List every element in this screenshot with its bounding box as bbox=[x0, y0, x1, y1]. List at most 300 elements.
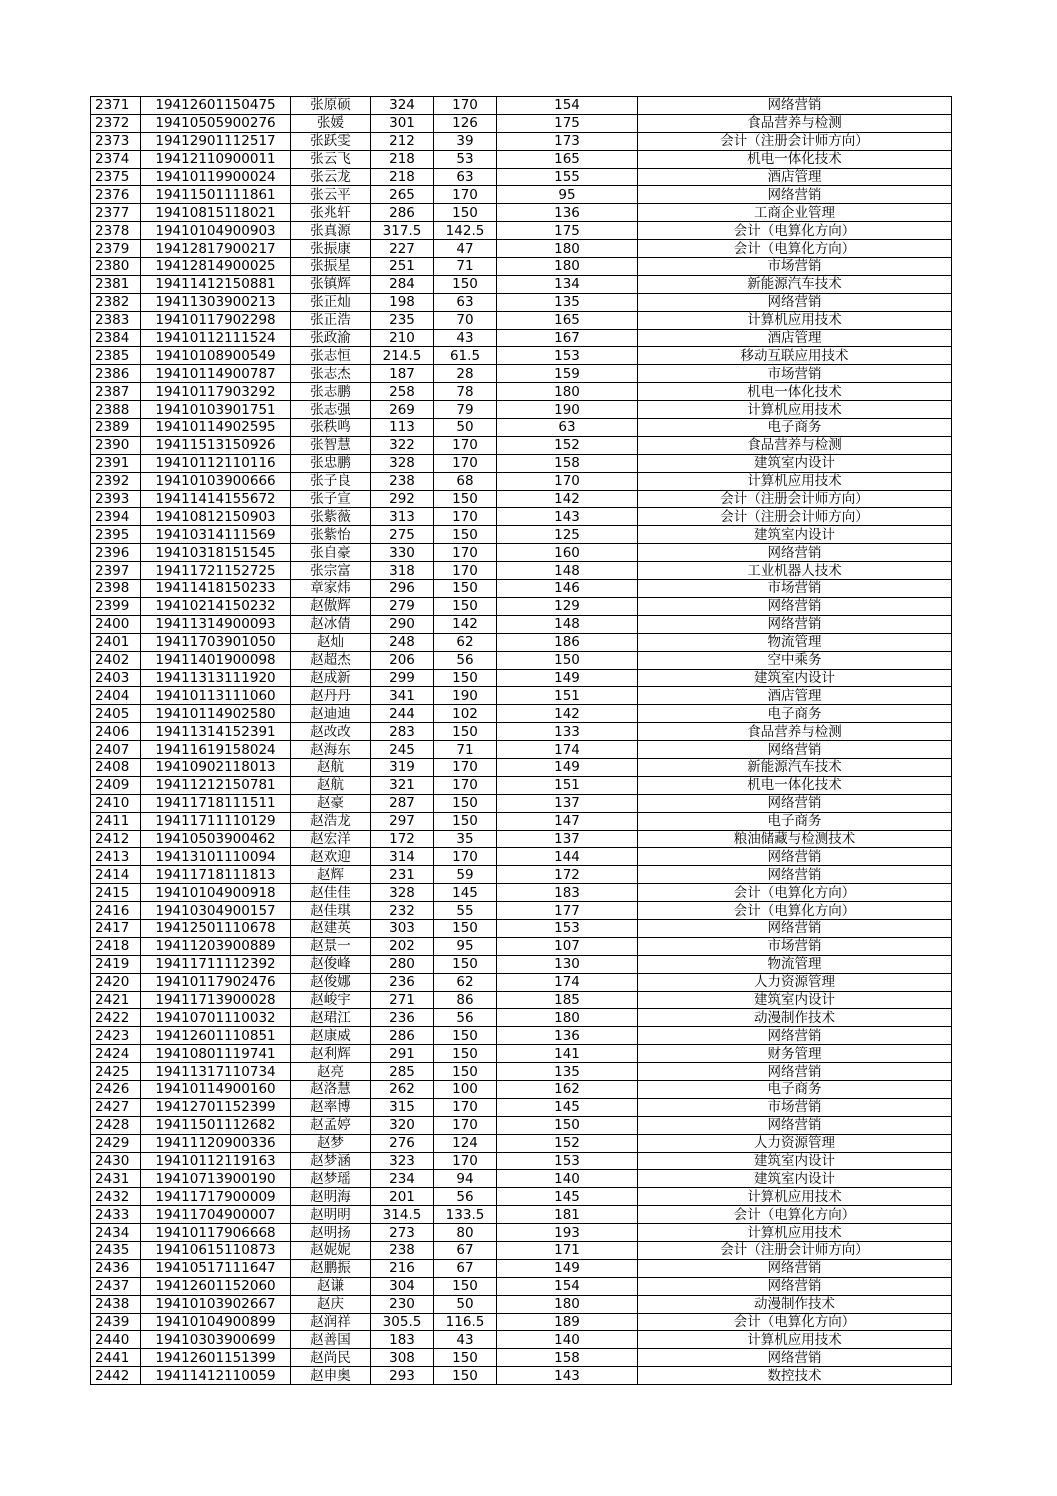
score-a-cell: 150 bbox=[434, 919, 497, 937]
table-row bbox=[91, 293, 952, 311]
total-score-cell: 251 bbox=[371, 258, 434, 276]
total-score-cell: 276 bbox=[371, 1134, 434, 1152]
student-name-cell: 赵申奥 bbox=[291, 1367, 371, 1385]
score-b-cell: 180 bbox=[497, 383, 638, 401]
score-a-cell: 170 bbox=[434, 848, 497, 866]
table-row bbox=[91, 150, 952, 168]
total-score-cell: 187 bbox=[371, 365, 434, 383]
total-score-cell: 262 bbox=[371, 1080, 434, 1098]
table-row bbox=[91, 1224, 952, 1242]
exam-id-cell: 19412817900217 bbox=[141, 240, 291, 258]
score-a-cell: 80 bbox=[434, 1224, 497, 1242]
student-name-cell: 张智慧 bbox=[291, 436, 371, 454]
score-b-cell: 149 bbox=[497, 669, 638, 687]
row-index-cell: 2431 bbox=[91, 1170, 141, 1188]
row-index-cell: 2382 bbox=[91, 293, 141, 311]
score-b-cell: 159 bbox=[497, 365, 638, 383]
score-b-cell: 180 bbox=[497, 258, 638, 276]
score-a-cell: 78 bbox=[434, 383, 497, 401]
exam-id-cell: 19410112119163 bbox=[141, 1152, 291, 1170]
row-index-cell: 2380 bbox=[91, 258, 141, 276]
score-b-cell: 135 bbox=[497, 1063, 638, 1081]
score-b-cell: 137 bbox=[497, 794, 638, 812]
major-cell: 工业机器人技术 bbox=[638, 562, 952, 580]
exam-id-cell: 19410812150903 bbox=[141, 508, 291, 526]
major-cell: 会计（注册会计师方向） bbox=[638, 508, 952, 526]
table-row bbox=[91, 615, 952, 633]
major-cell: 电子商务 bbox=[638, 705, 952, 723]
score-a-cell: 95 bbox=[434, 937, 497, 955]
major-cell: 计算机应用技术 bbox=[638, 401, 952, 419]
student-name-cell: 赵宏洋 bbox=[291, 830, 371, 848]
score-a-cell: 56 bbox=[434, 651, 497, 669]
score-b-cell: 173 bbox=[497, 132, 638, 150]
major-cell: 机电一体化技术 bbox=[638, 150, 952, 168]
table-row bbox=[91, 401, 952, 419]
student-name-cell: 张政渝 bbox=[291, 329, 371, 347]
major-cell: 网络营销 bbox=[638, 615, 952, 633]
row-index-cell: 2442 bbox=[91, 1367, 141, 1385]
exam-id-cell: 19411418150233 bbox=[141, 580, 291, 598]
exam-id-cell: 19412501110678 bbox=[141, 919, 291, 937]
exam-id-cell: 19411313111920 bbox=[141, 669, 291, 687]
student-name-cell: 赵成新 bbox=[291, 669, 371, 687]
student-name-cell: 张云龙 bbox=[291, 168, 371, 186]
score-a-cell: 124 bbox=[434, 1134, 497, 1152]
score-a-cell: 170 bbox=[434, 544, 497, 562]
score-a-cell: 150 bbox=[434, 1045, 497, 1063]
score-b-cell: 158 bbox=[497, 454, 638, 472]
score-a-cell: 150 bbox=[434, 597, 497, 615]
student-name-cell: 赵梦涵 bbox=[291, 1152, 371, 1170]
score-a-cell: 50 bbox=[434, 1295, 497, 1313]
score-a-cell: 71 bbox=[434, 741, 497, 759]
total-score-cell: 212 bbox=[371, 132, 434, 150]
major-cell: 酒店管理 bbox=[638, 687, 952, 705]
table-row bbox=[91, 526, 952, 544]
row-index-cell: 2400 bbox=[91, 615, 141, 633]
row-index-cell: 2425 bbox=[91, 1063, 141, 1081]
row-index-cell: 2397 bbox=[91, 562, 141, 580]
score-a-cell: 170 bbox=[434, 1098, 497, 1116]
row-index-cell: 2441 bbox=[91, 1349, 141, 1367]
major-cell: 物流管理 bbox=[638, 955, 952, 973]
score-b-cell: 151 bbox=[497, 776, 638, 794]
table-row bbox=[91, 991, 952, 1009]
score-b-cell: 175 bbox=[497, 114, 638, 132]
score-b-cell: 170 bbox=[497, 472, 638, 490]
student-name-cell: 赵俊峰 bbox=[291, 955, 371, 973]
score-a-cell: 170 bbox=[434, 758, 497, 776]
score-a-cell: 67 bbox=[434, 1242, 497, 1260]
total-score-cell: 236 bbox=[371, 1009, 434, 1027]
student-name-cell: 赵谦 bbox=[291, 1277, 371, 1295]
table-row bbox=[91, 1152, 952, 1170]
total-score-cell: 317.5 bbox=[371, 222, 434, 240]
table-row bbox=[91, 1027, 952, 1045]
exam-id-cell: 19411314152391 bbox=[141, 723, 291, 741]
total-score-cell: 318 bbox=[371, 562, 434, 580]
student-name-cell: 赵傲辉 bbox=[291, 597, 371, 615]
major-cell: 网络营销 bbox=[638, 544, 952, 562]
score-a-cell: 68 bbox=[434, 472, 497, 490]
exam-id-cell: 19410214150232 bbox=[141, 597, 291, 615]
exam-id-cell: 19410112110116 bbox=[141, 454, 291, 472]
row-index-cell: 2393 bbox=[91, 490, 141, 508]
row-index-cell: 2402 bbox=[91, 651, 141, 669]
score-b-cell: 186 bbox=[497, 633, 638, 651]
score-a-cell: 150 bbox=[434, 955, 497, 973]
student-name-cell: 赵亮 bbox=[291, 1063, 371, 1081]
exam-id-cell: 19410505900276 bbox=[141, 114, 291, 132]
total-score-cell: 275 bbox=[371, 526, 434, 544]
row-index-cell: 2390 bbox=[91, 436, 141, 454]
major-cell: 网络营销 bbox=[638, 186, 952, 204]
student-name-cell: 赵海东 bbox=[291, 741, 371, 759]
student-name-cell: 张子良 bbox=[291, 472, 371, 490]
total-score-cell: 248 bbox=[371, 633, 434, 651]
total-score-cell: 238 bbox=[371, 472, 434, 490]
student-name-cell: 赵洛慧 bbox=[291, 1080, 371, 1098]
row-index-cell: 2423 bbox=[91, 1027, 141, 1045]
row-index-cell: 2389 bbox=[91, 419, 141, 437]
total-score-cell: 341 bbox=[371, 687, 434, 705]
score-a-cell: 170 bbox=[434, 1152, 497, 1170]
major-cell: 网络营销 bbox=[638, 848, 952, 866]
student-name-cell: 张原硕 bbox=[291, 97, 371, 115]
table-row bbox=[91, 1188, 952, 1206]
exam-id-cell: 19412601110851 bbox=[141, 1027, 291, 1045]
student-name-cell: 张振康 bbox=[291, 240, 371, 258]
major-cell: 计算机应用技术 bbox=[638, 311, 952, 329]
student-name-cell: 赵迪迪 bbox=[291, 705, 371, 723]
table-row bbox=[91, 902, 952, 920]
total-score-cell: 183 bbox=[371, 1331, 434, 1349]
score-a-cell: 62 bbox=[434, 973, 497, 991]
score-b-cell: 134 bbox=[497, 275, 638, 293]
score-a-cell: 47 bbox=[434, 240, 497, 258]
total-score-cell: 296 bbox=[371, 580, 434, 598]
score-b-cell: 151 bbox=[497, 687, 638, 705]
exam-id-cell: 19410104900918 bbox=[141, 884, 291, 902]
student-name-cell: 张紫薇 bbox=[291, 508, 371, 526]
student-name-cell: 赵航 bbox=[291, 758, 371, 776]
total-score-cell: 244 bbox=[371, 705, 434, 723]
major-cell: 市场营销 bbox=[638, 365, 952, 383]
exam-id-cell: 19410114900160 bbox=[141, 1080, 291, 1098]
exam-id-cell: 19412814900025 bbox=[141, 258, 291, 276]
total-score-cell: 330 bbox=[371, 544, 434, 562]
total-score-cell: 218 bbox=[371, 150, 434, 168]
table-body bbox=[91, 97, 952, 1385]
exam-id-cell: 19410114900787 bbox=[141, 365, 291, 383]
row-index-cell: 2391 bbox=[91, 454, 141, 472]
table-row bbox=[91, 472, 952, 490]
student-name-cell: 赵超杰 bbox=[291, 651, 371, 669]
score-b-cell: 189 bbox=[497, 1313, 638, 1331]
total-score-cell: 236 bbox=[371, 973, 434, 991]
table-row bbox=[91, 1367, 952, 1385]
student-name-cell: 张志杰 bbox=[291, 365, 371, 383]
score-b-cell: 140 bbox=[497, 1170, 638, 1188]
score-b-cell: 129 bbox=[497, 597, 638, 615]
total-score-cell: 283 bbox=[371, 723, 434, 741]
student-name-cell: 张媛 bbox=[291, 114, 371, 132]
total-score-cell: 279 bbox=[371, 597, 434, 615]
student-name-cell: 赵润祥 bbox=[291, 1313, 371, 1331]
student-name-cell: 赵航 bbox=[291, 776, 371, 794]
score-table bbox=[90, 96, 952, 1385]
score-a-cell: 56 bbox=[434, 1009, 497, 1027]
major-cell: 计算机应用技术 bbox=[638, 1188, 952, 1206]
major-cell: 会计（电算化方向） bbox=[638, 222, 952, 240]
total-score-cell: 308 bbox=[371, 1349, 434, 1367]
score-a-cell: 133.5 bbox=[434, 1206, 497, 1224]
exam-id-cell: 19410303900699 bbox=[141, 1331, 291, 1349]
total-score-cell: 218 bbox=[371, 168, 434, 186]
score-a-cell: 142 bbox=[434, 615, 497, 633]
major-cell: 网络营销 bbox=[638, 919, 952, 937]
row-index-cell: 2383 bbox=[91, 311, 141, 329]
score-b-cell: 125 bbox=[497, 526, 638, 544]
score-a-cell: 70 bbox=[434, 311, 497, 329]
row-index-cell: 2409 bbox=[91, 776, 141, 794]
score-b-cell: 180 bbox=[497, 1009, 638, 1027]
exam-id-cell: 19410713900190 bbox=[141, 1170, 291, 1188]
exam-id-cell: 19410902118013 bbox=[141, 758, 291, 776]
table-row bbox=[91, 651, 952, 669]
score-b-cell: 160 bbox=[497, 544, 638, 562]
row-index-cell: 2438 bbox=[91, 1295, 141, 1313]
table-row bbox=[91, 1134, 952, 1152]
score-a-cell: 59 bbox=[434, 866, 497, 884]
table-row bbox=[91, 955, 952, 973]
score-b-cell: 147 bbox=[497, 812, 638, 830]
row-index-cell: 2433 bbox=[91, 1206, 141, 1224]
student-name-cell: 张子宣 bbox=[291, 490, 371, 508]
table-row bbox=[91, 597, 952, 615]
exam-id-cell: 19410117903292 bbox=[141, 383, 291, 401]
total-score-cell: 284 bbox=[371, 275, 434, 293]
exam-id-cell: 19411703901050 bbox=[141, 633, 291, 651]
row-index-cell: 2407 bbox=[91, 741, 141, 759]
total-score-cell: 290 bbox=[371, 615, 434, 633]
table-row bbox=[91, 436, 952, 454]
table-row bbox=[91, 383, 952, 401]
total-score-cell: 292 bbox=[371, 490, 434, 508]
row-index-cell: 2415 bbox=[91, 884, 141, 902]
student-name-cell: 赵俊娜 bbox=[291, 973, 371, 991]
total-score-cell: 238 bbox=[371, 1242, 434, 1260]
student-name-cell: 赵庆 bbox=[291, 1295, 371, 1313]
exam-id-cell: 19412601150475 bbox=[141, 97, 291, 115]
exam-id-cell: 19410117906668 bbox=[141, 1224, 291, 1242]
exam-id-cell: 19411414155672 bbox=[141, 490, 291, 508]
exam-id-cell: 19411120900336 bbox=[141, 1134, 291, 1152]
score-b-cell: 177 bbox=[497, 902, 638, 920]
major-cell: 市场营销 bbox=[638, 258, 952, 276]
table-row bbox=[91, 114, 952, 132]
major-cell: 市场营销 bbox=[638, 1098, 952, 1116]
exam-id-cell: 19411303900213 bbox=[141, 293, 291, 311]
score-a-cell: 55 bbox=[434, 902, 497, 920]
total-score-cell: 232 bbox=[371, 902, 434, 920]
row-index-cell: 2418 bbox=[91, 937, 141, 955]
row-index-cell: 2413 bbox=[91, 848, 141, 866]
score-a-cell: 170 bbox=[434, 508, 497, 526]
student-name-cell: 赵利辉 bbox=[291, 1045, 371, 1063]
exam-id-cell: 19411314900093 bbox=[141, 615, 291, 633]
exam-id-cell: 19411713900028 bbox=[141, 991, 291, 1009]
table-row bbox=[91, 937, 952, 955]
score-a-cell: 63 bbox=[434, 293, 497, 311]
table-row bbox=[91, 168, 952, 186]
row-index-cell: 2401 bbox=[91, 633, 141, 651]
total-score-cell: 287 bbox=[371, 794, 434, 812]
table-row bbox=[91, 705, 952, 723]
table-row bbox=[91, 812, 952, 830]
student-name-cell: 张真源 bbox=[291, 222, 371, 240]
student-name-cell: 赵辉 bbox=[291, 866, 371, 884]
student-name-cell: 赵明扬 bbox=[291, 1224, 371, 1242]
student-name-cell: 张振星 bbox=[291, 258, 371, 276]
score-a-cell: 142.5 bbox=[434, 222, 497, 240]
total-score-cell: 273 bbox=[371, 1224, 434, 1242]
row-index-cell: 2396 bbox=[91, 544, 141, 562]
score-a-cell: 150 bbox=[434, 812, 497, 830]
student-name-cell: 赵改改 bbox=[291, 723, 371, 741]
score-a-cell: 43 bbox=[434, 1331, 497, 1349]
score-a-cell: 94 bbox=[434, 1170, 497, 1188]
score-a-cell: 170 bbox=[434, 436, 497, 454]
exam-id-cell: 19410103900666 bbox=[141, 472, 291, 490]
row-index-cell: 2427 bbox=[91, 1098, 141, 1116]
row-index-cell: 2384 bbox=[91, 329, 141, 347]
score-b-cell: 190 bbox=[497, 401, 638, 419]
total-score-cell: 210 bbox=[371, 329, 434, 347]
score-b-cell: 172 bbox=[497, 866, 638, 884]
score-a-cell: 53 bbox=[434, 150, 497, 168]
row-index-cell: 2379 bbox=[91, 240, 141, 258]
exam-id-cell: 19412601151399 bbox=[141, 1349, 291, 1367]
major-cell: 网络营销 bbox=[638, 741, 952, 759]
major-cell: 建筑室内设计 bbox=[638, 669, 952, 687]
table-row bbox=[91, 866, 952, 884]
row-index-cell: 2386 bbox=[91, 365, 141, 383]
score-b-cell: 146 bbox=[497, 580, 638, 598]
total-score-cell: 293 bbox=[371, 1367, 434, 1385]
score-b-cell: 135 bbox=[497, 293, 638, 311]
score-b-cell: 141 bbox=[497, 1045, 638, 1063]
table-row bbox=[91, 97, 952, 115]
total-score-cell: 322 bbox=[371, 436, 434, 454]
score-b-cell: 162 bbox=[497, 1080, 638, 1098]
exam-id-cell: 19410801119741 bbox=[141, 1045, 291, 1063]
major-cell: 市场营销 bbox=[638, 937, 952, 955]
score-a-cell: 150 bbox=[434, 1277, 497, 1295]
row-index-cell: 2439 bbox=[91, 1313, 141, 1331]
student-name-cell: 赵梦 bbox=[291, 1134, 371, 1152]
student-name-cell: 赵鹏振 bbox=[291, 1259, 371, 1277]
total-score-cell: 323 bbox=[371, 1152, 434, 1170]
row-index-cell: 2395 bbox=[91, 526, 141, 544]
score-b-cell: 149 bbox=[497, 758, 638, 776]
major-cell: 建筑室内设计 bbox=[638, 1170, 952, 1188]
exam-id-cell: 19410103901751 bbox=[141, 401, 291, 419]
exam-id-cell: 19410815118021 bbox=[141, 204, 291, 222]
major-cell: 网络营销 bbox=[638, 794, 952, 812]
exam-id-cell: 19413101110094 bbox=[141, 848, 291, 866]
score-b-cell: 148 bbox=[497, 615, 638, 633]
score-b-cell: 153 bbox=[497, 919, 638, 937]
total-score-cell: 328 bbox=[371, 884, 434, 902]
total-score-cell: 230 bbox=[371, 1295, 434, 1313]
table-row bbox=[91, 1295, 952, 1313]
exam-id-cell: 19410114902580 bbox=[141, 705, 291, 723]
major-cell: 动漫制作技术 bbox=[638, 1009, 952, 1027]
row-index-cell: 2372 bbox=[91, 114, 141, 132]
total-score-cell: 315 bbox=[371, 1098, 434, 1116]
major-cell: 食品营养与检测 bbox=[638, 114, 952, 132]
row-index-cell: 2385 bbox=[91, 347, 141, 365]
score-a-cell: 150 bbox=[434, 580, 497, 598]
student-name-cell: 赵梦瑶 bbox=[291, 1170, 371, 1188]
score-a-cell: 150 bbox=[434, 490, 497, 508]
major-cell: 建筑室内设计 bbox=[638, 454, 952, 472]
score-b-cell: 171 bbox=[497, 1242, 638, 1260]
score-b-cell: 175 bbox=[497, 222, 638, 240]
row-index-cell: 2387 bbox=[91, 383, 141, 401]
score-b-cell: 150 bbox=[497, 651, 638, 669]
score-b-cell: 140 bbox=[497, 1331, 638, 1349]
major-cell: 会计（电算化方向） bbox=[638, 884, 952, 902]
exam-id-cell: 19411704900007 bbox=[141, 1206, 291, 1224]
total-score-cell: 297 bbox=[371, 812, 434, 830]
major-cell: 人力资源管理 bbox=[638, 973, 952, 991]
score-b-cell: 158 bbox=[497, 1349, 638, 1367]
total-score-cell: 258 bbox=[371, 383, 434, 401]
exam-id-cell: 19411317110734 bbox=[141, 1063, 291, 1081]
student-name-cell: 赵建英 bbox=[291, 919, 371, 937]
score-b-cell: 152 bbox=[497, 1134, 638, 1152]
total-score-cell: 265 bbox=[371, 186, 434, 204]
score-a-cell: 62 bbox=[434, 633, 497, 651]
score-b-cell: 95 bbox=[497, 186, 638, 204]
score-b-cell: 180 bbox=[497, 240, 638, 258]
total-score-cell: 299 bbox=[371, 669, 434, 687]
score-a-cell: 35 bbox=[434, 830, 497, 848]
exam-id-cell: 19411619158024 bbox=[141, 741, 291, 759]
exam-id-cell: 19412601152060 bbox=[141, 1277, 291, 1295]
row-index-cell: 2394 bbox=[91, 508, 141, 526]
score-b-cell: 155 bbox=[497, 168, 638, 186]
total-score-cell: 201 bbox=[371, 1188, 434, 1206]
student-name-cell: 张镇辉 bbox=[291, 275, 371, 293]
score-a-cell: 170 bbox=[434, 562, 497, 580]
major-cell: 会计（注册会计师方向） bbox=[638, 132, 952, 150]
table-row bbox=[91, 365, 952, 383]
score-b-cell: 142 bbox=[497, 490, 638, 508]
row-index-cell: 2430 bbox=[91, 1152, 141, 1170]
total-score-cell: 291 bbox=[371, 1045, 434, 1063]
score-b-cell: 145 bbox=[497, 1188, 638, 1206]
score-b-cell: 150 bbox=[497, 1116, 638, 1134]
major-cell: 会计（电算化方向） bbox=[638, 1313, 952, 1331]
score-a-cell: 150 bbox=[434, 723, 497, 741]
table-row bbox=[91, 1170, 952, 1188]
exam-id-cell: 19411401900098 bbox=[141, 651, 291, 669]
score-a-cell: 116.5 bbox=[434, 1313, 497, 1331]
